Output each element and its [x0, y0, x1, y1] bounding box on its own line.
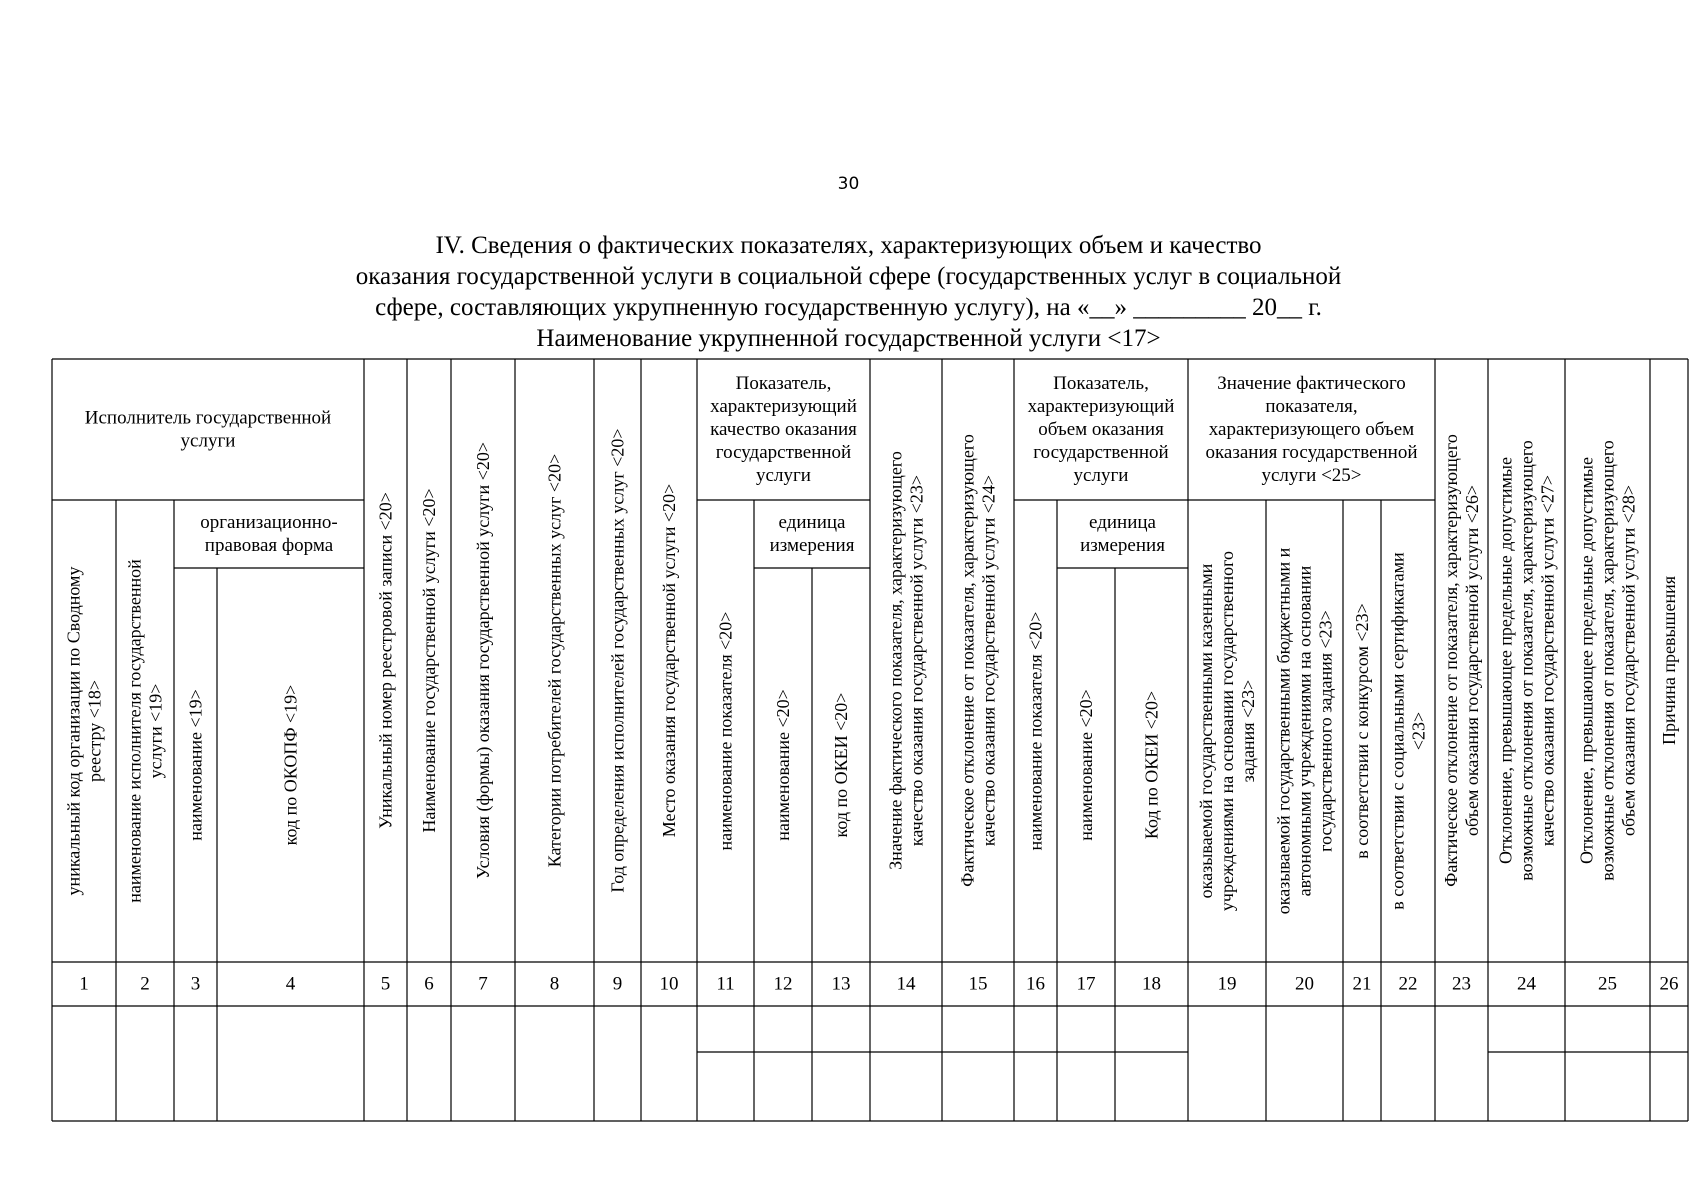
column-header-3: наименование <19>	[185, 689, 206, 841]
group-header-quality-indicator: услуги	[756, 465, 811, 486]
group-header-quality-indicator: характеризующий	[710, 396, 857, 417]
title-line-3: сфере, составляющих укрупненную государственную услугу), на «__» _________ 20__ г.	[375, 294, 1322, 321]
group-header-volume-indicator: характеризующий	[1027, 396, 1175, 417]
column-header-12: наименование <20>	[773, 689, 793, 841]
group-header-volume-actual: оказания государственной	[1205, 442, 1418, 463]
column-number-19: 19	[1217, 973, 1237, 995]
group-header-volume-indicator: услуги	[1073, 465, 1129, 486]
column-header-15: Фактическое отклонение от показателя, характеризующего	[957, 434, 978, 887]
title-line-4: Наименование укрупненной государственной услуги <17>	[536, 325, 1161, 352]
column-header-2: услуги <19>	[145, 683, 166, 779]
column-header-21: в соответствии с конкурсом <23>	[1352, 603, 1372, 859]
column-header-6: Наименование государственной услуги <20>	[419, 488, 439, 833]
column-header-2: наименование исполнителя государственной	[124, 559, 145, 903]
column-number-3: 3	[190, 973, 201, 995]
column-header-1: уникальный код организации по Сводному	[63, 566, 84, 896]
column-number-25: 25	[1598, 973, 1617, 995]
table-headers	[64, 373, 1680, 995]
column-header-25: объем оказания государственной услуги <28>	[1618, 484, 1639, 837]
column-number-2: 2	[140, 973, 150, 995]
group-header-volume-indicator: Показатель,	[1053, 373, 1149, 394]
column-header-13: код по ОКЕИ <20>	[831, 692, 851, 838]
group-header-quality-unit: измерения	[769, 535, 855, 556]
column-header-18: Код по ОКЕИ <20>	[1141, 690, 1162, 840]
column-header-19: учреждениями на основании государственного	[1217, 550, 1237, 912]
column-header-9: Год определения исполнителей государственных услуг <20>	[607, 428, 628, 893]
column-header-4: код по ОКОПФ <19>	[280, 684, 301, 846]
group-header-executor: Исполнитель государственной	[84, 407, 332, 429]
column-header-19: оказываемой государственными казенными	[1196, 563, 1216, 899]
group-header-volume-actual: характеризующего объем	[1208, 419, 1415, 440]
column-header-8: Категории потребителей государственных услуг <20>	[544, 453, 565, 868]
title-line-1: IV. Сведения о фактических показателях, характеризующих объем и качество	[435, 232, 1262, 259]
column-number-13: 13	[831, 973, 851, 995]
column-header-24: Отклонение, превышающее предельные допустимые	[1495, 456, 1516, 865]
column-header-24: качество оказания государственной услуги <27>	[1537, 474, 1558, 847]
column-number-1: 1	[79, 973, 89, 995]
group-header-quality-indicator: качество оказания	[710, 419, 857, 440]
column-number-12: 12	[773, 973, 793, 995]
column-number-8: 8	[549, 973, 560, 995]
column-header-5: Уникальный номер реестровой записи <20>	[375, 492, 396, 829]
group-header-org-form: правовая форма	[204, 535, 334, 556]
group-header-executor: услуги	[180, 430, 236, 452]
column-number-4: 4	[285, 973, 296, 995]
group-header-volume-actual: услуги <25>	[1261, 465, 1362, 486]
column-number-6: 6	[424, 973, 434, 995]
page-number: 30	[837, 174, 860, 194]
group-header-volume-indicator: государственной	[1033, 442, 1169, 463]
column-header-7: Условия (формы) оказания государственной услуги <20>	[473, 441, 493, 880]
column-number-16: 16	[1026, 973, 1045, 995]
column-header-23: объем оказания государственной услуги <26>	[1462, 484, 1482, 837]
column-header-22: в соответствии с социальными сертификатами	[1387, 552, 1408, 910]
column-header-25: возможные отклонения от показателя, характеризующего	[1597, 440, 1618, 881]
column-number-11: 11	[716, 973, 735, 995]
column-header-20: автономными учреждениями на основании	[1294, 565, 1315, 897]
column-number-7: 7	[478, 973, 488, 995]
column-number-22: 22	[1398, 973, 1418, 995]
column-header-17: наименование <20>	[1076, 689, 1096, 841]
column-header-25: Отклонение, превышающее предельные допустимые	[1576, 456, 1597, 865]
group-header-volume-indicator: объем оказания	[1038, 419, 1164, 440]
column-number-14: 14	[896, 973, 916, 995]
column-header-15: качество оказания государственной услуги <24>	[978, 474, 999, 847]
column-number-26: 26	[1659, 973, 1679, 995]
column-header-14: Значение фактического показателя, характеризующего	[885, 451, 906, 870]
column-number-10: 10	[659, 973, 679, 995]
group-header-volume-unit: измерения	[1080, 535, 1165, 556]
group-header-quality-indicator: Показатель,	[735, 373, 832, 394]
column-number-15: 15	[968, 973, 988, 995]
column-number-24: 24	[1517, 973, 1536, 995]
column-number-5: 5	[380, 973, 391, 995]
column-header-20: государственного задания <23>	[1315, 610, 1336, 852]
column-header-22: <23>	[1408, 711, 1429, 751]
column-number-18: 18	[1142, 973, 1161, 995]
column-header-19: задания <23>	[1238, 679, 1258, 783]
column-number-17: 17	[1076, 973, 1096, 995]
column-header-24: возможные отклонения от показателя, характеризующего	[1516, 440, 1537, 881]
column-header-26: Причина превышения	[1659, 575, 1679, 746]
column-header-16: наименование показателя <20>	[1025, 611, 1046, 851]
column-header-14: качество оказания государственной услуги <23>	[906, 474, 927, 847]
group-header-volume-unit: единица	[1089, 512, 1156, 533]
column-number-23: 23	[1452, 973, 1471, 995]
column-number-20: 20	[1295, 973, 1314, 995]
group-header-volume-actual: показателя,	[1265, 396, 1358, 417]
column-header-10: Место оказания государственной услуги <20>	[659, 483, 679, 838]
title-line-2: оказания государственной услуги в социальной сфере (государственных услуг в социальной	[355, 263, 1342, 290]
group-header-quality-unit: единица	[778, 512, 846, 533]
column-header-20: оказываемой государственными бюджетными и	[1273, 547, 1294, 915]
group-header-quality-indicator: государственной	[715, 442, 852, 463]
column-number-21: 21	[1352, 973, 1372, 995]
group-header-volume-actual: Значение фактического	[1217, 373, 1406, 394]
column-header-1: реестру <18>	[84, 679, 105, 783]
column-header-11: наименование показателя <20>	[715, 611, 736, 851]
group-header-org-form: организационно-	[200, 512, 338, 533]
column-number-9: 9	[612, 973, 623, 995]
column-header-23: Фактическое отклонение от показателя, характеризующего	[1441, 434, 1461, 887]
